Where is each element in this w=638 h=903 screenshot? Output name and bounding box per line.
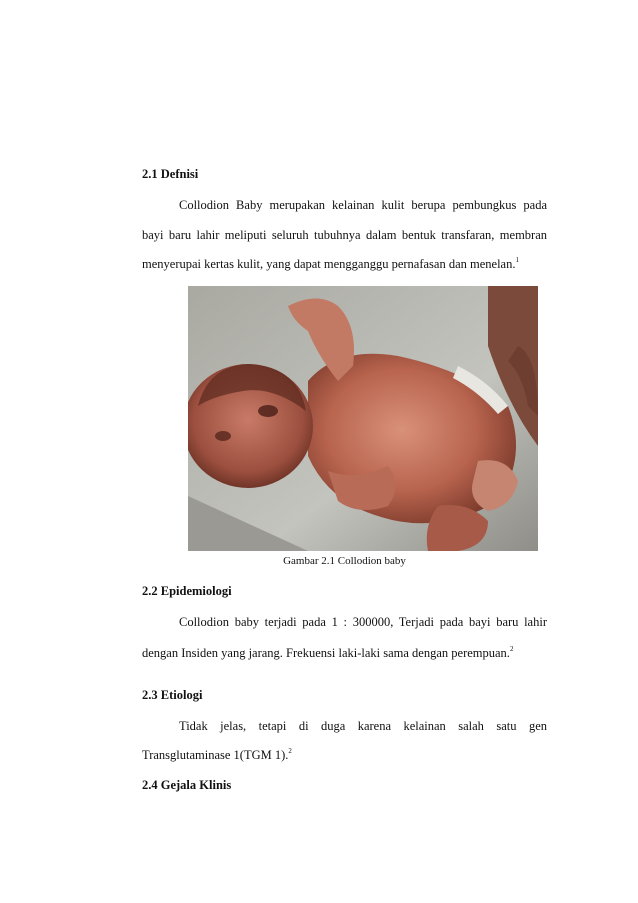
section-heading-gejala-klinis: 2.4 Gejala Klinis [142, 778, 232, 792]
paragraph-text: dengan Insiden yang jarang. Frekuensi laki-laki sama dengan perempuan. [142, 646, 510, 660]
paragraph-line: bayi baru lahir meliputi seluruh tubuhnya dalam bentuk transfaran, membran [142, 228, 547, 242]
paragraph-line [142, 646, 547, 661]
paragraph-line [142, 257, 547, 272]
reference-number: 2 [288, 747, 292, 755]
paragraph-text: Transglutaminase 1(TGM 1). [142, 748, 289, 762]
reference-number: 1 [515, 256, 519, 264]
paragraph-line: Collodion Baby merupakan kelainan kulit berupa pembungkus pada [179, 198, 547, 212]
collodion-baby-photo [188, 286, 538, 551]
paragraph-line [142, 748, 547, 763]
paragraph-line: Tidak jelas, tetapi di duga karena kelainan salah satu gen [179, 719, 547, 733]
reference-number: 2 [509, 645, 514, 653]
paragraph-text: menyerupai kertas kulit, yang dapat mengganggu pernafasan dan menelan. [142, 257, 516, 271]
figure-caption: Gambar 2.1 Collodion baby [283, 555, 406, 567]
paragraph-line: Collodion baby terjadi pada 1 : 300000, Terjadi pada bayi baru lahir [179, 615, 547, 629]
section-heading-epidemiologi: 2.2 Epidemiologi [142, 584, 232, 598]
section-heading-definisi: 2.1 Defnisi [142, 167, 199, 181]
section-heading-etiologi: 2.3 Etiologi [142, 688, 203, 702]
